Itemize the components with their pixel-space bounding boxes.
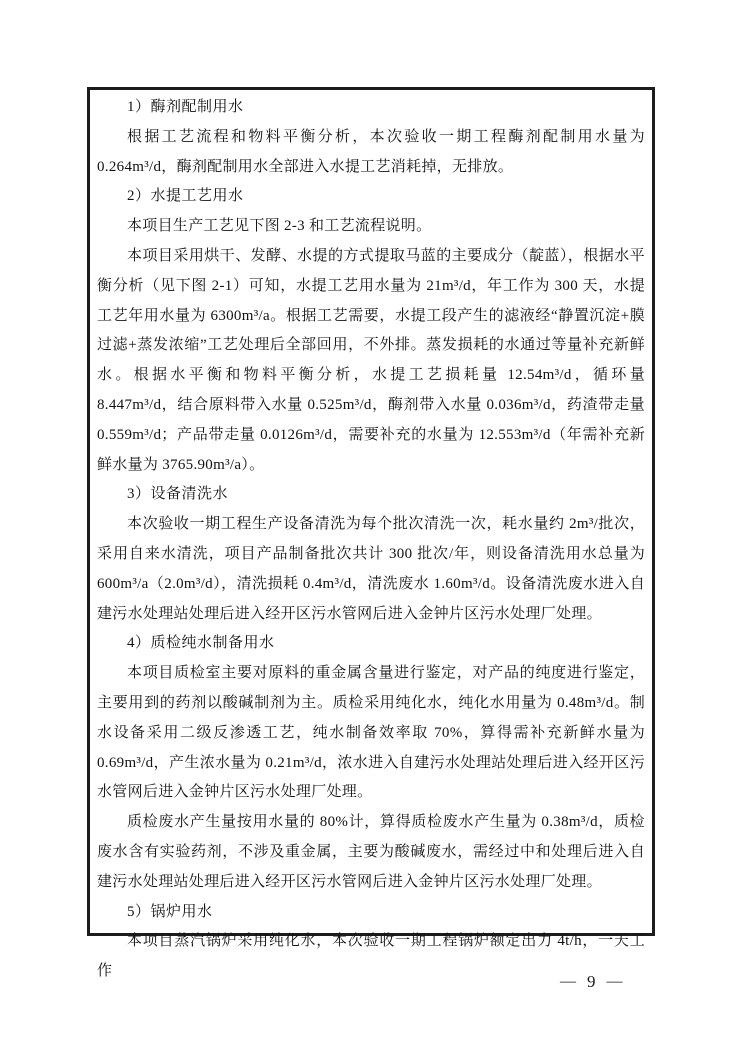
section-4-paragraph-2: 质检废水产生量按用水量的 80%计，算得质检废水产生量为 0.38m³/d，质检废水含有实验药剂，不涉及重金属，主要为酸碱废水，需经过中和处理后进入自建污水处理站处理后进入经开区污水管网后进入金钟片区污水处理厂处理。 (97, 814, 645, 890)
section-2-paragraph-1: 本项目生产工艺见下图 2-3 和工艺流程说明。 (127, 218, 432, 235)
section-1-heading: 1）酶剂配制用水 (127, 99, 244, 115)
content-frame (87, 87, 655, 980)
section-2-paragraph-2: 本项目采用烘干、发酵、水提的方式提取马蓝的主要成分（靛蓝），根据水平衡分析（见下图 2-1）可知，水提工艺用水量为 21m³/d，年工作为 300 天，水提工艺年用水量为 6300m³/a。根据工艺需要，水提工段产生的滤液经“静置沉淀+膜过滤+蒸发浓缩”工艺处理后全部回用，不外排。蒸发损耗的水通过等量补充新鲜水。根据水平衡和物料平衡分析，水提工艺损耗量 12.54m³/d，循环量 8.447m³/d，结合原料带入水量 0.525m³/d，酶剂带入水量 0.036m³/d，药渣带走量 0.559m³/d；产品带走量 0.0126m³/d，需要补充的水量为 12.553m³/d（年需补充新鲜水量为 3765.90m³/a）。 (97, 247, 645, 473)
section-3-heading: 3）设备清洗水 (127, 486, 229, 503)
section-3-paragraph: 本次验收一期工程生产设备清洗为每个批次清洗一次，耗水量约 2m³/批次，采用自来水清洗，项目产品制备批次共计 300 批次/年，则设备清洗用水总量为 600m³/a（2.0m³/d），清洗损耗 0.4m³/d，清洗废水 1.60m³/d。设备清洗废水进入自建污水处理站处理后进入经开区污水管网后进入金钟片区污水处理厂处理。 (97, 516, 645, 622)
page-number: 9 (587, 972, 596, 991)
section-5-heading: 5）锅炉用水 (127, 903, 213, 920)
section-2-heading: 2）水提工艺用水 (127, 188, 244, 205)
section-4-heading: 4）质检纯水制备用水 (127, 635, 275, 652)
section-5-paragraph: 本项目蒸汽锅炉采用纯化水，本次验收一期工程锅炉额定出力 4t/h，一天工作 (97, 933, 645, 980)
section-1-paragraph: 根据工艺流程和物料平衡分析，本次验收一期工程酶剂配制用水量为 0.264m³/d，酶剂配制用水全部进入水提工艺消耗掉，无排放。 (97, 128, 645, 175)
section-4-paragraph-1: 本项目质检室主要对原料的重金属含量进行鉴定，对产品的纯度进行鉴定，主要用到的药剂以酸碱制剂为主。质检采用纯化水，纯化水用量为 0.48m³/d。制水设备采用二级反渗透工艺，纯水制备效率取 70%，算得需补充新鲜水量为 0.69m³/d，产生浓水量为 0.21m³/d，浓水进入自建污水处理站处理后进入经开区污水管网后进入金钟片区污水处理厂处理。 (97, 665, 645, 801)
page-footer (560, 972, 623, 992)
footer-left-dash: — (560, 973, 576, 990)
footer-right-dash: — (606, 973, 623, 990)
